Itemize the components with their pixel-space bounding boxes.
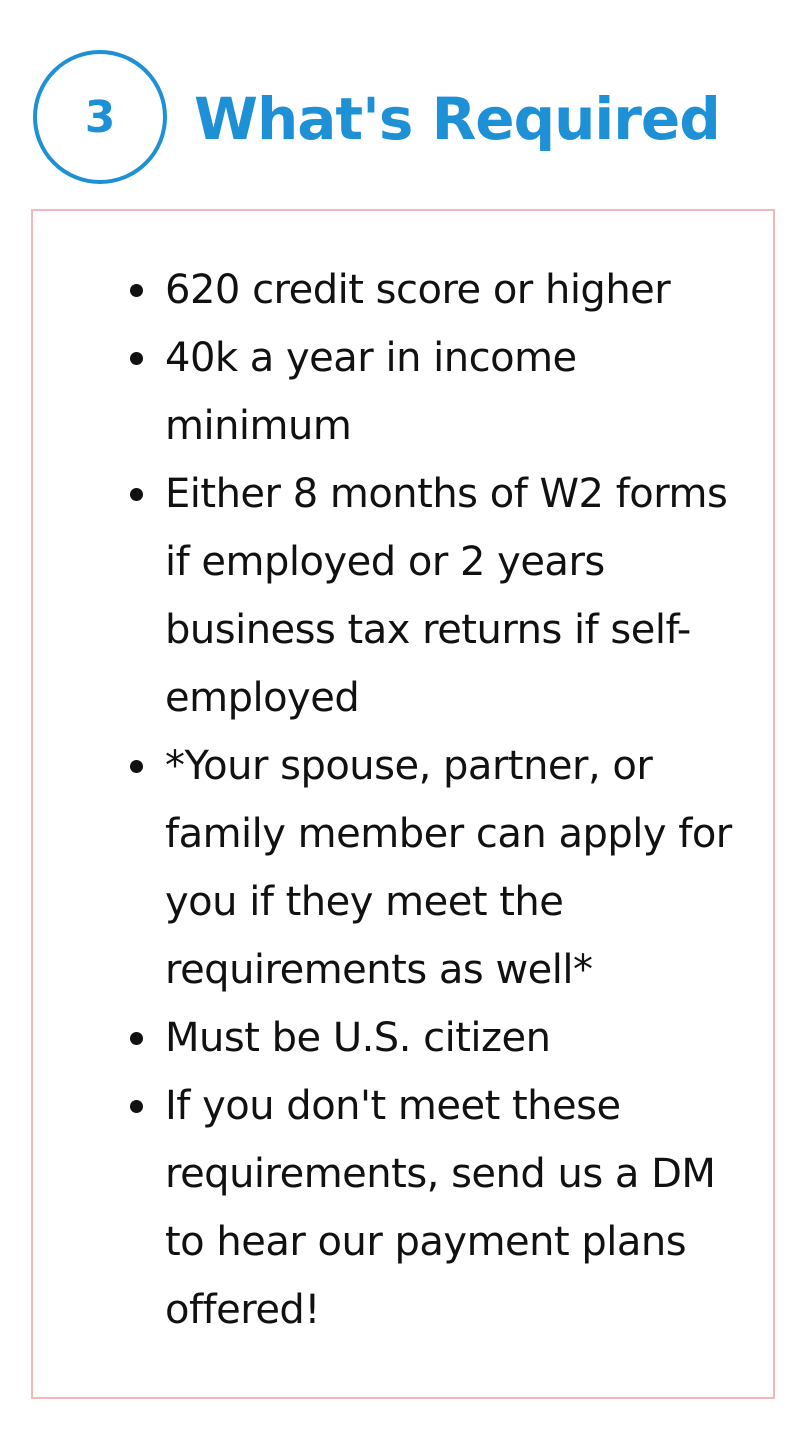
step-number: 3 xyxy=(84,91,116,143)
list-item-text: Must be U.S. citizen xyxy=(165,1015,551,1061)
list-item xyxy=(165,460,735,732)
list-item-text: 620 credit score or higher xyxy=(165,267,671,313)
bullet-icon xyxy=(130,760,143,773)
bullet-icon xyxy=(130,284,143,297)
requirements-list xyxy=(165,256,735,1344)
list-item-text: If you don't meet these requirements, send us a DM to hear our payment plans offered! xyxy=(165,1083,716,1333)
list-item xyxy=(165,324,735,460)
bullet-icon xyxy=(130,488,143,501)
bullet-icon xyxy=(130,1032,143,1045)
list-item-text: 40k a year in income minimum xyxy=(165,335,577,449)
list-item xyxy=(165,1072,735,1344)
list-item-text: *Your spouse, partner, or family member can apply for you if they meet the requirements as well* xyxy=(165,743,732,993)
bullet-icon xyxy=(130,1100,143,1113)
step-number-badge xyxy=(33,50,167,184)
bullet-icon xyxy=(130,352,143,365)
page-title: What's Required xyxy=(194,85,720,153)
list-item-text: Either 8 months of W2 forms if employed or 2 years business tax returns if self-employed xyxy=(165,471,728,721)
list-item xyxy=(165,256,735,324)
list-item xyxy=(165,732,735,1004)
list-item xyxy=(165,1004,735,1072)
